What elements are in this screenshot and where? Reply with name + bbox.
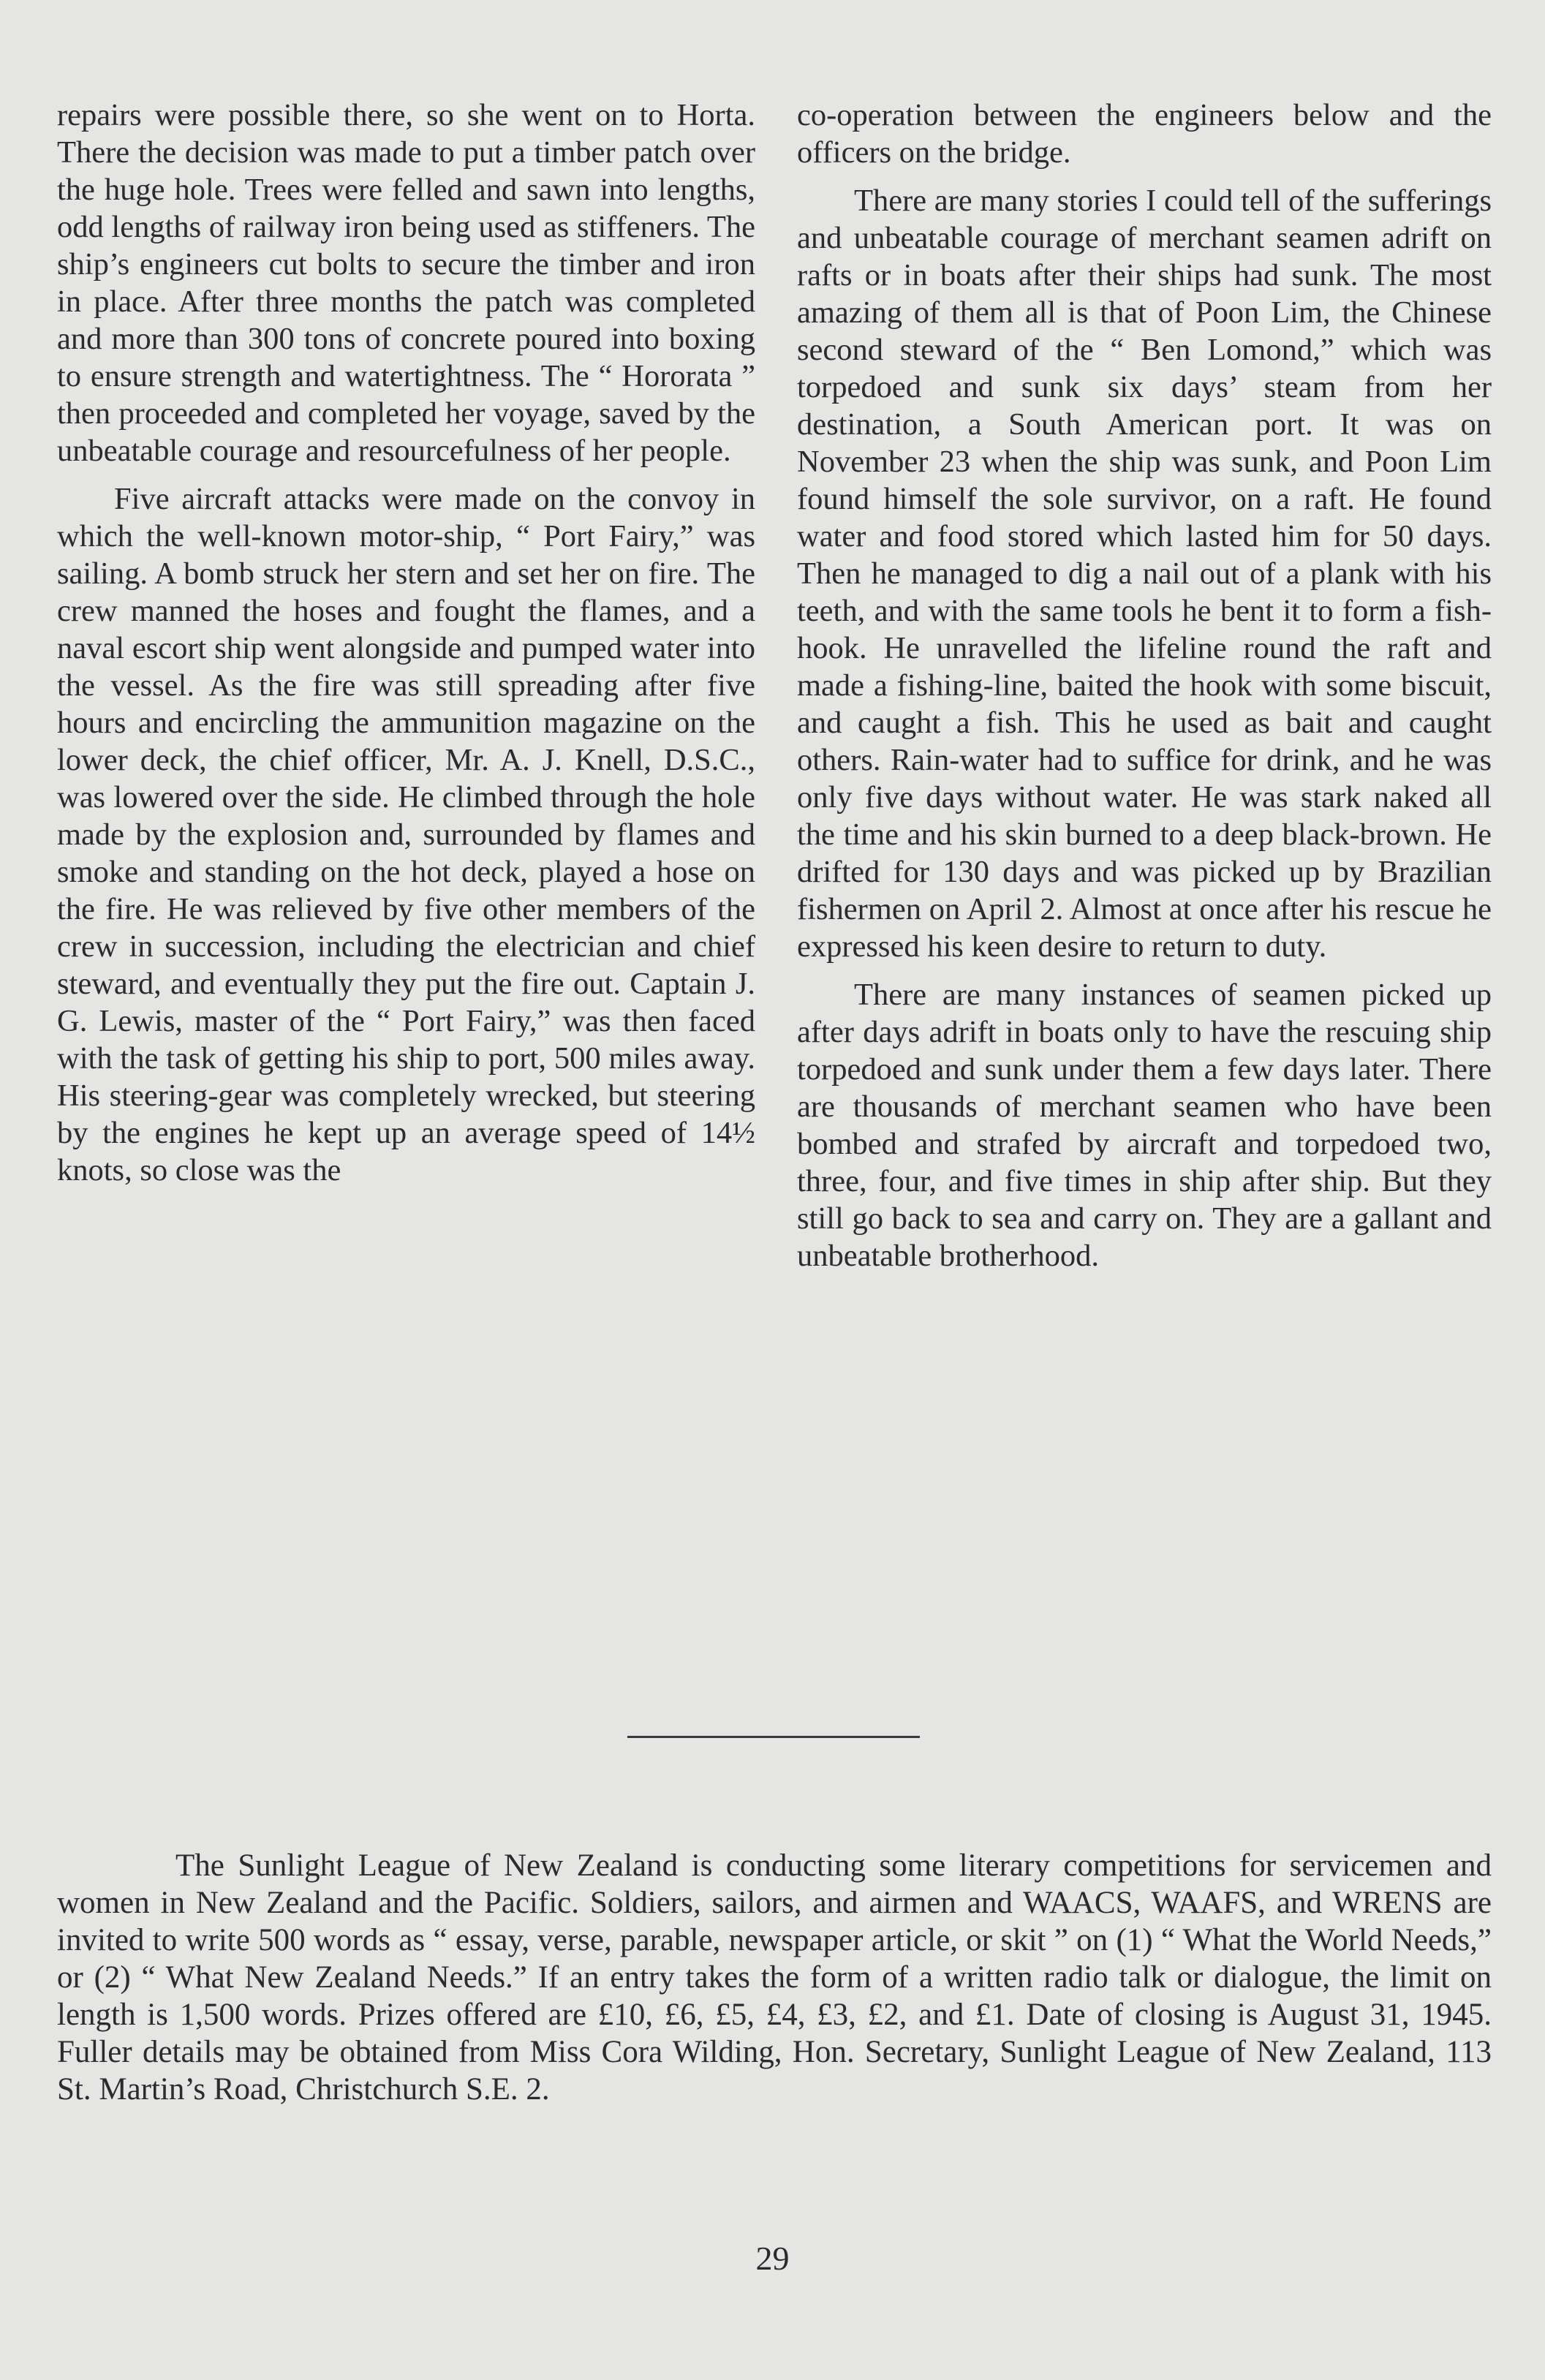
left-column [57, 97, 755, 1200]
left-paragraph-1: repairs were possible there, so she went on to Horta. There the decision was made to put a timber patch over the huge hole. Trees were felled and sawn into lengths, odd lengths of railway iron being used as stiffeners. The ship’s engineers cut bolts to secure the timber and iron in place. After three months the patch was completed and more than 300 tons of concrete poured into boxing to ensure strength and watertightness. The “ Hororata ” then proceeded and completed her voyage, saved by the unbeatable courage and resourcefulness of her people. [57, 98, 755, 468]
left-paragraph-2: Five aircraft attacks were made on the convoy in which the well-known motor-ship, “ Port Fairy,” was sailing. A bomb struck her stern and set her on fire. The crew manned the hoses and fought the flames, and a naval escort ship went alongside and pumped water into the vessel. As the fire was still spreading after five hours and encircling the ammunition magazine on the lower deck, the chief officer, Mr. A. J. Knell, D.S.C., was lowered over the side. He climbed through the hole made by the explosion and, surrounded by flames and smoke and standing on the hot deck, played a hose on the fire. He was relieved by five other members of the crew in succession, including the electrician and chief steward, and eventually they put the fire out. Captain J. G. Lewis, master of the “ Port Fairy,” was then faced with the task of getting his ship to port, 500 miles away. His steering-gear was completely wrecked, but steering by the engines he kept up an average speed of 14½ knots, so close was the [57, 482, 755, 1187]
right-column [797, 97, 1492, 1285]
right-paragraph-3: There are many instances of seamen picked up after days adrift in boats only to have the rescuing ship torpedoed and sunk under them a few days later. There are thousands of merchant seamen who have been bombed and strafed by aircraft and torpedoed two, three, four, and five times in ship after ship. But they still go back to sea and carry on. They are a gallant and unbeatable brotherhood. [797, 978, 1492, 1273]
right-paragraph-1: co-operation between the engineers below and the officers on the bridge. [797, 98, 1492, 170]
page-number: 29 [755, 2240, 790, 2277]
competition-notice: The Sunlight League of New Zealand is conducting some literary competitions for servicemen and women in New Zealand and the Pacific. Soldiers, sailors, and airmen and WAACS, WAAFS, and WRENS are invited to write 500 words as “ essay, verse, parable, newspaper article, or skit ” on (1) “ What the World Needs,” or (2) “ What New Zealand Needs.” If an entry takes the form of a written radio talk or dialogue, the limit on length is 1,500 words. Prizes offered are £10, £6, £5, £4, £3, £2, and £1. Date of closing is August 31, 1945. Fuller details may be obtained from Miss Cora Wilding, Hon. Secretary, Sunlight League of New Zealand, 113 St. Martin’s Road, Christchurch S.E. 2. [57, 1848, 1492, 2107]
section-divider [627, 1736, 920, 1738]
right-paragraph-2: There are many stories I could tell of the sufferings and unbeatable courage of merchant seamen adrift on rafts or in boats after their ships had sunk. The most amazing of them all is that of Poon Lim, the Chinese second steward of the “ Ben Lomond,” which was torpedoed and sunk six days’ steam from her destination, a South American port. It was on November 23 when the ship was sunk, and Poon Lim found himself the sole survivor, on a raft. He found water and food stored which lasted him for 50 days. Then he managed to dig a nail out of a plank with his teeth, and with the same tools he bent it to form a fish-hook. He unravelled the lifeline round the raft and made a fishing-line, baited the hook with some biscuit, and caught a fish. This he used as bait and caught others. Rain-water had to suffice for drink, and he was only five days without water. He was stark naked all the time and his skin burned to a deep black-brown. He drifted for 130 days and was picked up by Brazilian fishermen on April 2. Almost at once after his rescue he expressed his keen desire to return to duty. [797, 184, 1492, 964]
